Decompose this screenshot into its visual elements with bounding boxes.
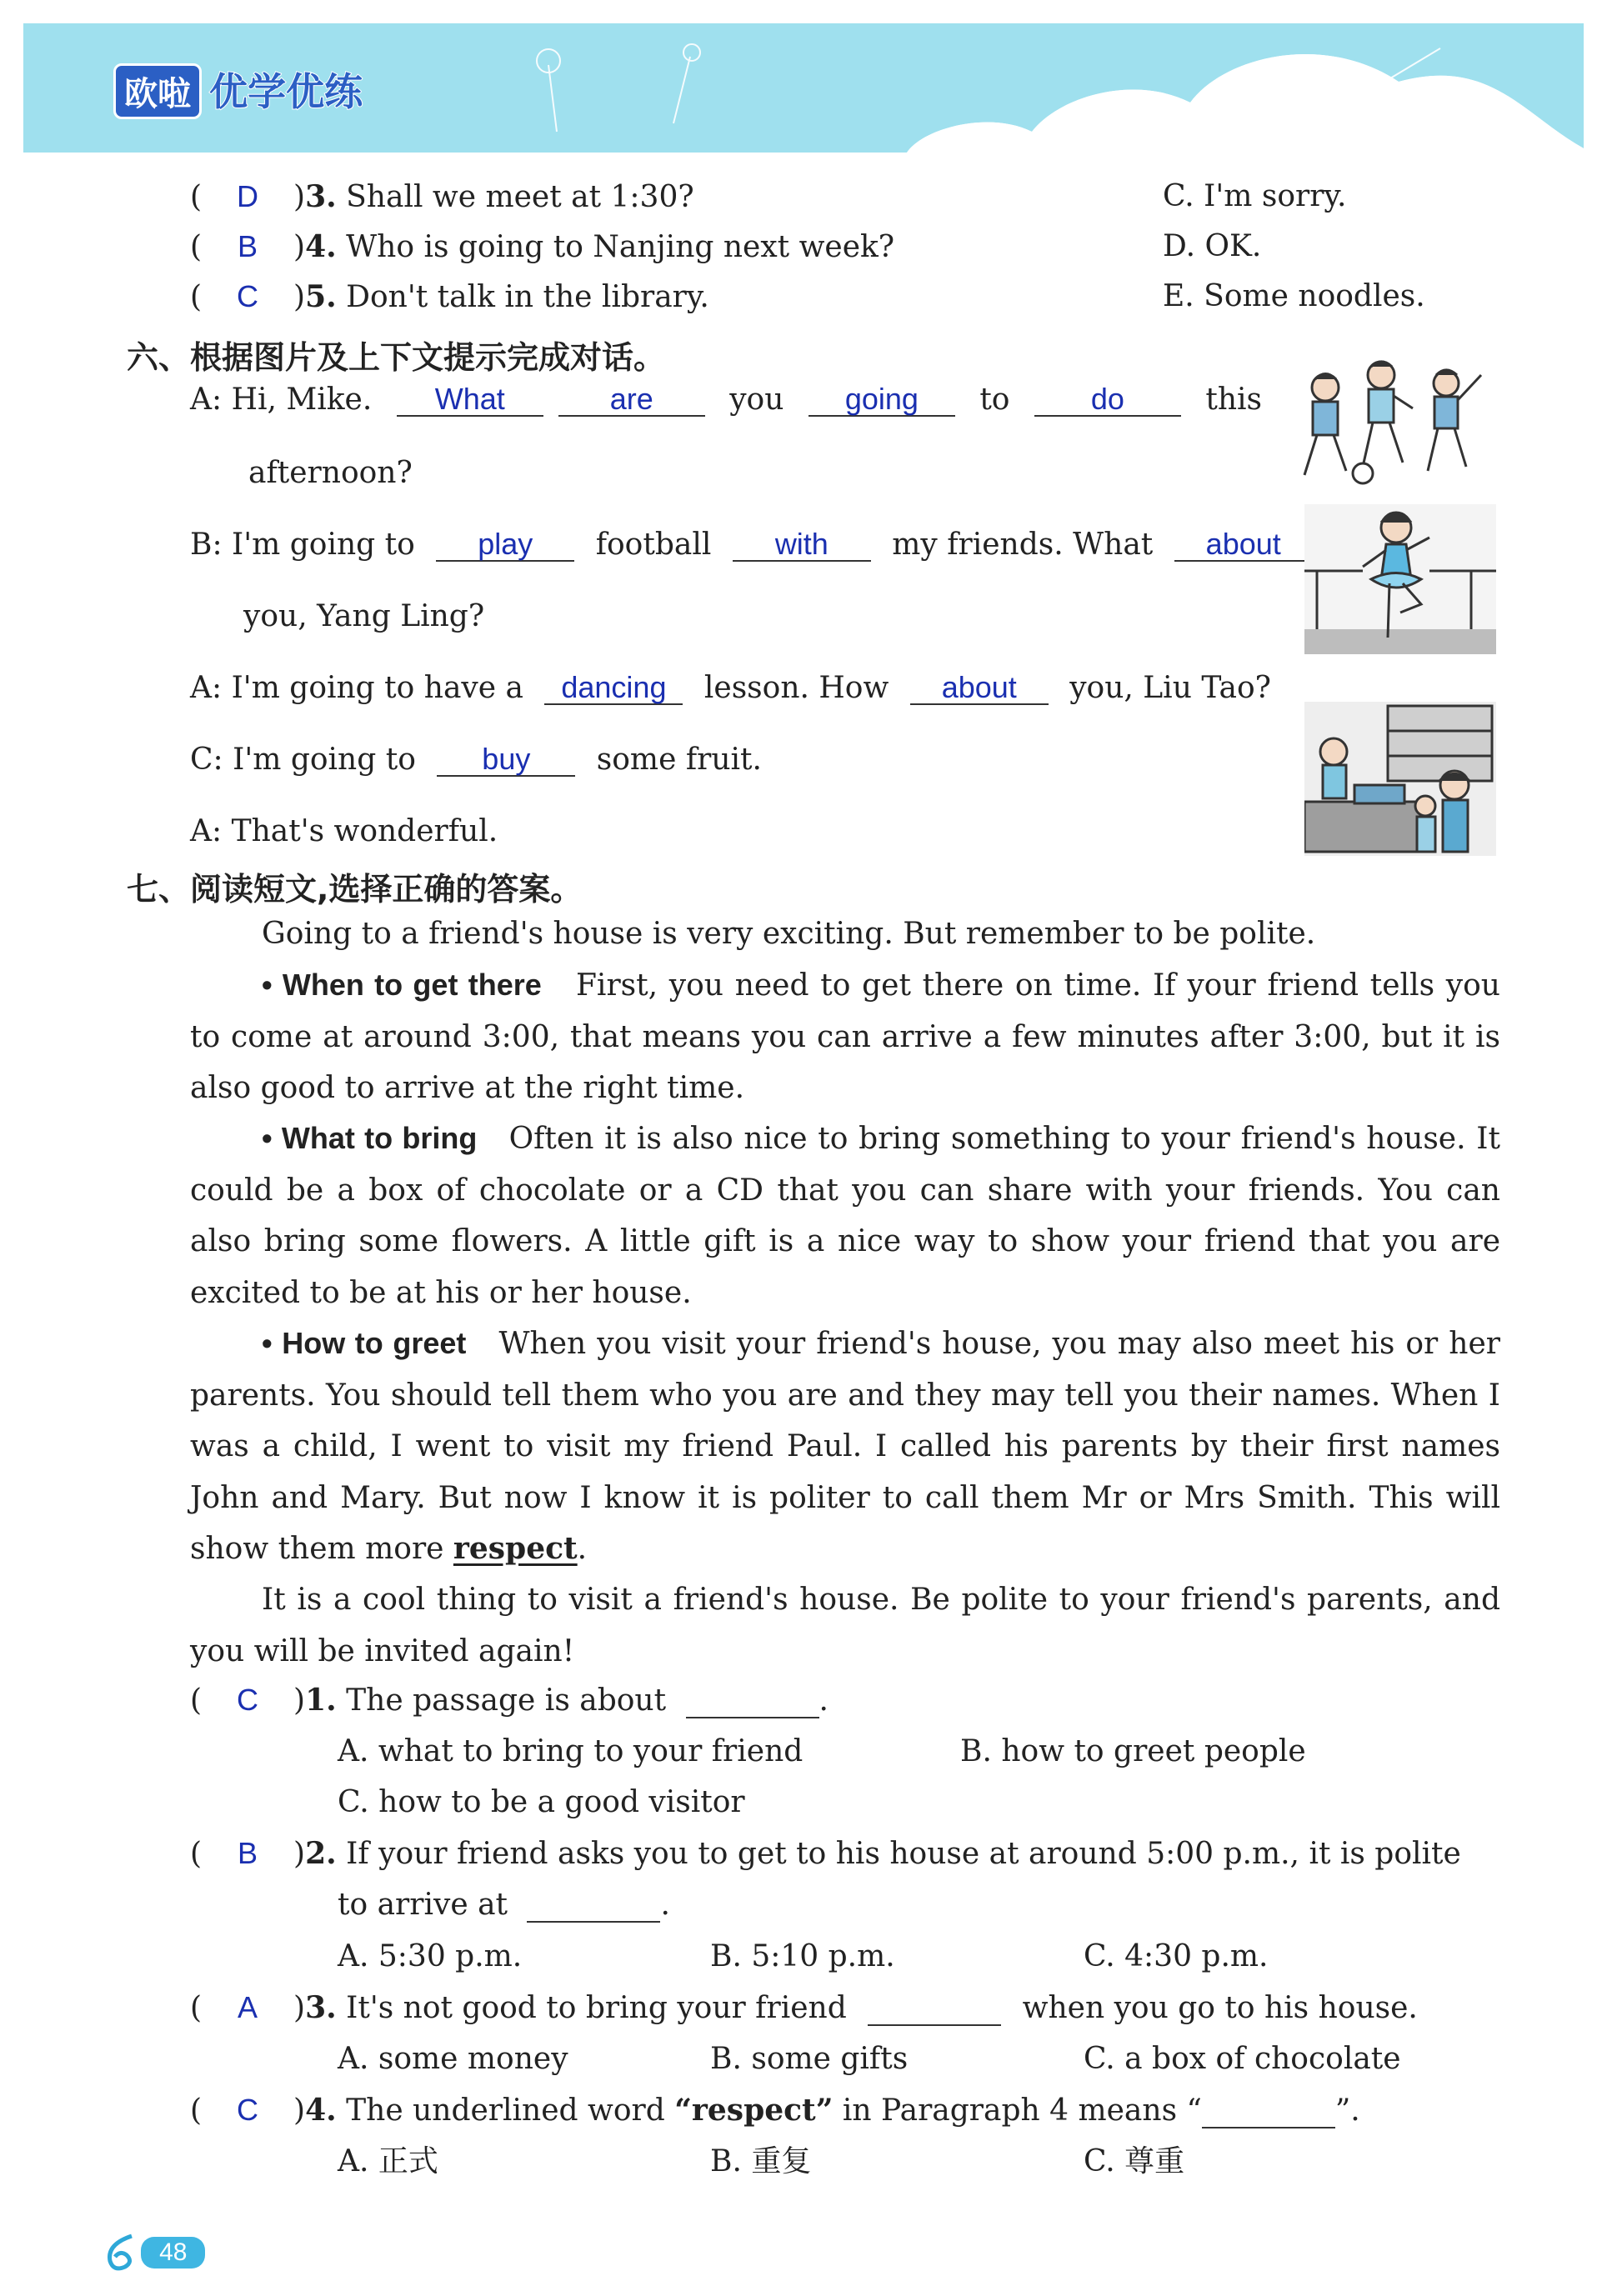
- passage-text: First, you need to get there on time. If your friend tells you to come at around 3:00, that means you can arrive a few minutes after 3:00, but it is also good to arrive at the right time.: [190, 968, 1500, 1105]
- q1-option-b: B. how to greet people: [960, 1734, 1306, 1768]
- passage-intro: [190, 908, 1500, 960]
- question-text: in Paragraph 4 means “: [842, 2093, 1202, 2128]
- dialog-line-1: [190, 382, 1262, 418]
- question-text: The passage is about: [346, 1683, 667, 1718]
- dialog-line-4: you, Yang Ling?: [243, 599, 485, 633]
- paragraph-title: • When to get there: [262, 968, 542, 1002]
- question-number: 4.: [305, 2093, 337, 2128]
- passage-text: Going to a friend's house is very exciting. But remember to be polite.: [262, 917, 1316, 951]
- page-number-badge: [98, 2232, 205, 2273]
- section6-heading: 六、根据图片及上下文提示完成对话。: [127, 339, 666, 376]
- option-e: E. Some noodles.: [1163, 279, 1425, 313]
- question-text: Don't talk in the library.: [346, 280, 709, 314]
- question-number: 1.: [305, 1683, 337, 1718]
- answer-blank: do: [1034, 383, 1181, 417]
- q3-option-a: A. some money: [338, 2042, 568, 2076]
- passage-text: It is a cool thing to visit a friend's house. Be polite to your friend's parents, and you will be invited again!: [190, 1583, 1500, 1668]
- question-text: Shall we meet at 1:30?: [346, 180, 694, 214]
- dialog-text: A: I'm going to have a: [190, 671, 523, 705]
- dialog-text: B: I'm going to: [190, 528, 415, 562]
- question-blank: [868, 1993, 1001, 2026]
- header-banner: [23, 23, 1584, 153]
- brand-logo: [113, 62, 363, 119]
- quoted-word: “respect”: [674, 2093, 834, 2128]
- question-text: If your friend asks you to get to his house at around 5:00 p.m., it is polite: [346, 1837, 1461, 1871]
- dialog-text: you: [729, 383, 784, 417]
- answer-blank: buy: [437, 743, 575, 777]
- answer-mark: A: [238, 1990, 258, 2024]
- dialog-line-7: A: That's wonderful.: [190, 814, 498, 848]
- passage-text: .: [577, 1532, 588, 1566]
- dialog-text: lesson. How: [703, 671, 889, 705]
- boys-football-illustration: [1288, 350, 1496, 492]
- answer-blank: dancing: [544, 672, 683, 705]
- question-text: ”.: [1334, 2093, 1360, 2128]
- section5-row-4: ( B )4. Who is going to Nanjing next week?: [190, 229, 895, 264]
- q4-option-b: B. 重复: [710, 2144, 812, 2178]
- question-blank: [527, 1889, 660, 1923]
- question-text: to arrive at: [338, 1888, 508, 1922]
- option-d: D. OK.: [1163, 229, 1262, 263]
- question-4: ( C )4. The underlined word “respect” in Paragraph 4 means “ ”.: [190, 2093, 1360, 2128]
- answer-blank: with: [733, 528, 871, 562]
- girl-dancing-illustration: [1304, 504, 1496, 654]
- answer-blank: are: [558, 383, 705, 417]
- answer-blank: about: [1174, 528, 1313, 562]
- question-3: ( A )3. It's not good to bring your friend when you go to his house.: [190, 1990, 1418, 2025]
- answer-blank: play: [436, 528, 574, 562]
- question-text: when you go to his house.: [1022, 1991, 1418, 2025]
- answer-blank: What: [397, 383, 543, 417]
- q4-option-c: C. 尊重: [1084, 2144, 1185, 2178]
- q3-option-c: C. a box of chocolate: [1084, 2042, 1401, 2076]
- question-number: 3.: [305, 179, 337, 214]
- passage-paragraph-1: [190, 959, 1500, 1114]
- q3-option-b: B. some gifts: [710, 2042, 909, 2076]
- dialog-text: you, Liu Tao?: [1069, 671, 1271, 705]
- section5-row-3: ( D )3. Shall we meet at 1:30?: [190, 179, 694, 214]
- answer-mark: D: [237, 179, 259, 213]
- dialog-line-6: [190, 742, 762, 778]
- question-text: The underlined word: [346, 2093, 665, 2128]
- dialog-text: my friends. What: [892, 528, 1154, 562]
- dialog-line-5: [190, 670, 1271, 707]
- question-text: .: [660, 1888, 670, 1922]
- question-text: Who is going to Nanjing next week?: [346, 230, 895, 264]
- paragraph-title: • How to greet: [262, 1326, 467, 1360]
- option-c: C. I'm sorry.: [1163, 179, 1347, 213]
- question-2: ( B )2. If your friend asks you to get to his house at around 5:00 p.m., it is polite: [190, 1836, 1461, 1871]
- question-text: It's not good to bring your friend: [346, 1991, 847, 2025]
- page-number: 48: [141, 2237, 205, 2268]
- q1-option-a: A. what to bring to your friend: [338, 1734, 804, 1768]
- passage-paragraph-4: [190, 1574, 1500, 1677]
- question-blank: [1202, 2095, 1335, 2128]
- answer-mark: B: [238, 229, 258, 263]
- dialog-text: to: [979, 383, 1010, 417]
- answer-blank: about: [910, 672, 1049, 705]
- dialog-text: C: I'm going to: [190, 743, 416, 777]
- question-text: .: [819, 1683, 829, 1718]
- question-number: 2.: [305, 1836, 337, 1871]
- q2-option-a: A. 5:30 p.m.: [338, 1939, 523, 1973]
- answer-mark: B: [238, 1836, 258, 1870]
- question-1: ( C )1. The passage is about .: [190, 1683, 829, 1718]
- underlined-word: respect: [453, 1531, 578, 1566]
- dialog-text: A: Hi, Mike.: [190, 383, 373, 417]
- dialog-text: football: [595, 528, 712, 562]
- dialog-line-2: afternoon?: [248, 456, 413, 490]
- question-number: 4.: [305, 229, 337, 264]
- answer-mark: C: [237, 2093, 259, 2127]
- q1-option-c: C. how to be a good visitor: [338, 1785, 745, 1819]
- passage-text: When you visit your friend's house, you may also meet his or her parents. You should tell them who you are and they may tell you their names. When I was a child, I went to visit my friend Paul. I called his parents by their first names John and Mary. But now I know it is politer to call them Mr or Mrs Smith. This will show them more: [190, 1327, 1500, 1566]
- section7-heading: 七、阅读短文,选择正确的答案。: [127, 871, 583, 908]
- q4-option-a: A. 正式: [338, 2144, 438, 2178]
- question-blank: [686, 1685, 819, 1718]
- question-number: 3.: [305, 1990, 337, 2025]
- dialog-text: some fruit.: [596, 743, 762, 777]
- paragraph-title: • What to bring: [262, 1121, 478, 1155]
- question-2-cont: [338, 1887, 670, 1923]
- answer-blank: going: [809, 383, 955, 417]
- q2-option-b: B. 5:10 p.m.: [710, 1939, 895, 1973]
- passage-text: Often it is also nice to bring something to your friend's house. It could be a box of chocolate or a CD that you can share with your friends. You can also bring some flowers. A little gift is a nice way to show your friend that you are excited to be at his or her house.: [190, 1122, 1500, 1310]
- answer-mark: C: [237, 1683, 259, 1717]
- dialog-text: this: [1205, 383, 1263, 417]
- passage-paragraph-2: [190, 1113, 1500, 1318]
- dialog-line-3: [190, 527, 1313, 563]
- section5-row-5: ( C )5. Don't talk in the library.: [190, 279, 709, 314]
- brand-name-b: 优学优练: [209, 69, 363, 114]
- shop-fruit-illustration: [1304, 702, 1496, 856]
- brand-name-a: 欧啦: [113, 63, 202, 119]
- question-number: 5.: [305, 279, 337, 314]
- answer-mark: C: [237, 279, 259, 313]
- passage-paragraph-3: [190, 1318, 1500, 1575]
- q2-option-c: C. 4:30 p.m.: [1084, 1939, 1269, 1973]
